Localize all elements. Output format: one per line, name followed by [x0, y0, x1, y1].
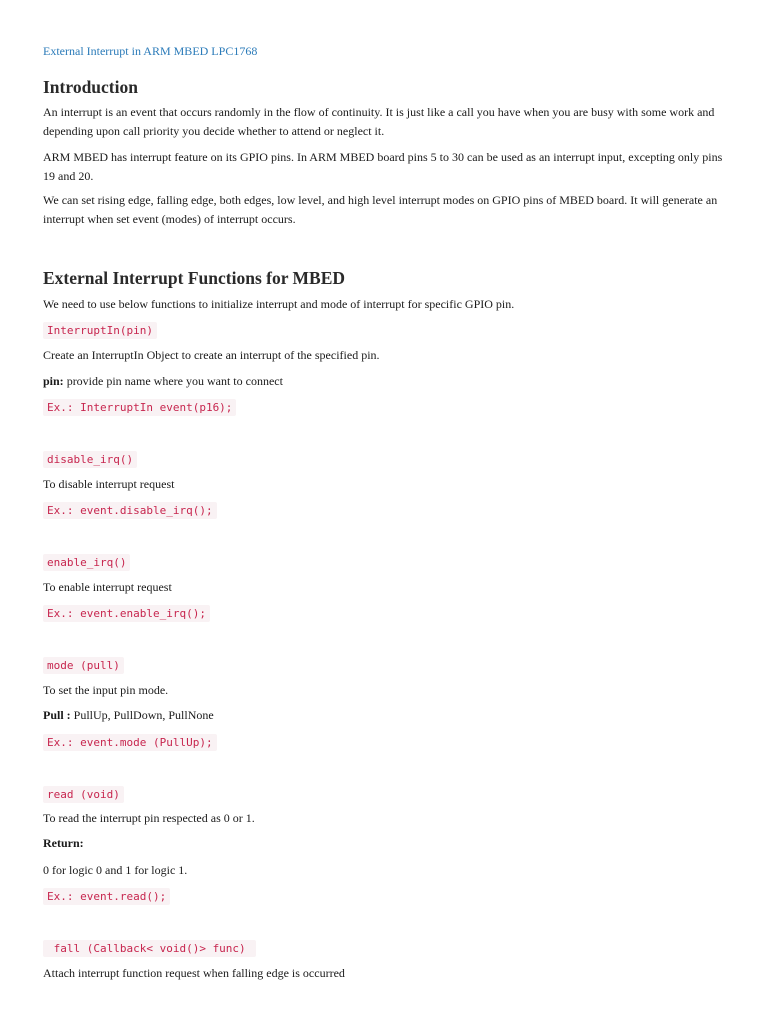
pull-label: Pull :: [43, 708, 71, 722]
mode-code: mode (pull): [43, 657, 124, 674]
read-example: [43, 887, 170, 905]
fall-signature: [43, 939, 256, 957]
mode-param: [43, 708, 214, 723]
intro-paragraph-2: ARM MBED has interrupt feature on its GPIO pins. In ARM MBED board pins 5 to 30 can be used as an interrupt input, excepting only pins 19 and 20.: [43, 150, 723, 183]
functions-heading: External Interrupt Functions for MBED: [43, 268, 346, 288]
enable-irq-example-code: Ex.: event.enable_irq();: [43, 605, 210, 622]
fall-description: Attach interrupt function request when falling edge is occurred: [43, 966, 345, 980]
return-label: Return:: [43, 836, 84, 850]
disable-irq-example: [43, 501, 217, 519]
param-text: provide pin name where you want to connect: [63, 374, 283, 388]
enable-irq-description: To enable interrupt request: [43, 580, 172, 594]
disable-irq-description: To disable interrupt request: [43, 477, 175, 491]
functions-intro: We need to use below functions to initialize interrupt and mode of interrupt for specific GPIO pin.: [43, 297, 515, 311]
pull-text: PullUp, PullDown, PullNone: [70, 708, 214, 722]
disable-irq-code: disable_irq(): [43, 451, 137, 468]
mode-description: To set the input pin mode.: [43, 683, 169, 697]
disable-irq-example-code: Ex.: event.disable_irq();: [43, 502, 217, 519]
read-code: read (void): [43, 786, 124, 803]
read-return-label: [43, 836, 84, 851]
intro-paragraph-1: An interrupt is an event that occurs randomly in the flow of continuity. It is just like a call you have when you are busy with some work and depending upon call priority you decide whether to attend or neglect it.: [43, 105, 715, 138]
mode-example-code: Ex.: event.mode (PullUp);: [43, 734, 217, 751]
fall-code: fall (Callback< void()> func): [43, 940, 256, 957]
enable-irq-example: [43, 604, 210, 622]
interruptin-param: [43, 374, 283, 389]
enable-irq-signature: [43, 553, 130, 571]
mode-example: [43, 733, 217, 751]
interruptin-signature: [43, 321, 157, 339]
document-title-link[interactable]: External Interrupt in ARM MBED LPC1768: [43, 44, 258, 58]
introduction-heading: Introduction: [43, 77, 138, 97]
disable-irq-signature: [43, 450, 137, 468]
interruptin-description: Create an InterruptIn Object to create an interrupt of the specified pin.: [43, 348, 380, 362]
interruptin-code: InterruptIn(pin): [43, 322, 157, 339]
read-description: To read the interrupt pin respected as 0 or 1.: [43, 811, 255, 825]
intro-paragraph-3: We can set rising edge, falling edge, both edges, low level, and high level interrupt modes on GPIO pins of MBED board. It will generate an interrupt when set event (modes) of interrupt occurs.: [43, 193, 718, 226]
mode-signature: [43, 656, 124, 674]
read-return-text: 0 for logic 0 and 1 for logic 1.: [43, 863, 188, 877]
interruptin-example-code: Ex.: InterruptIn event(p16);: [43, 399, 236, 416]
interruptin-example: [43, 398, 236, 416]
param-label: pin:: [43, 374, 64, 388]
read-example-code: Ex.: event.read();: [43, 888, 170, 905]
read-signature: [43, 785, 124, 803]
enable-irq-code: enable_irq(): [43, 554, 130, 571]
